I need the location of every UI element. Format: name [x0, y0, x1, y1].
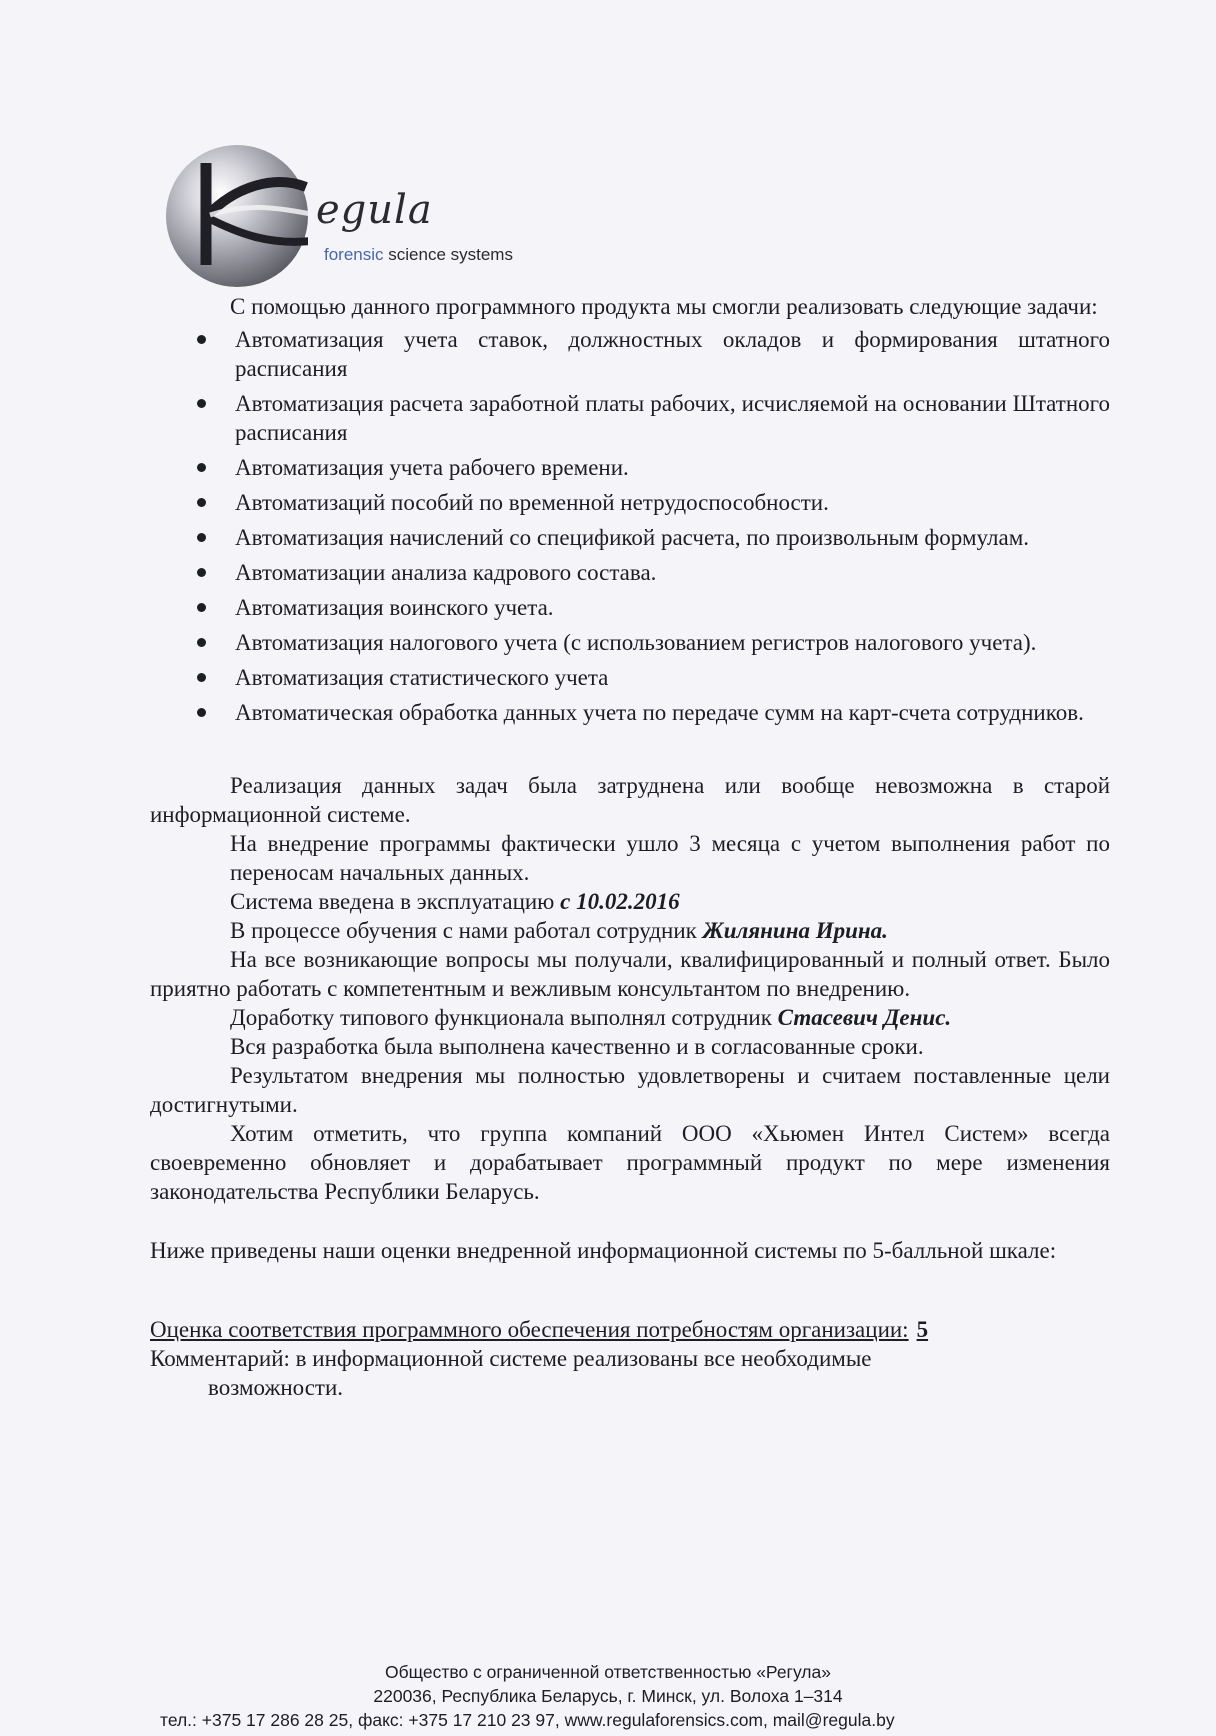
- list-item: Автоматизация начислений со спецификой расчета, по произвольным формулам.: [150, 523, 1110, 552]
- paragraph-launch-date: Система введена в эксплуатацию с 10.02.2016: [230, 889, 680, 914]
- bullet-icon: [197, 335, 206, 344]
- letter-body: [150, 292, 1110, 1402]
- logo-sphere-icon: [166, 145, 308, 287]
- paragraph-result: Результатом внедрения мы полностью удовлетворены и считаем поставленные цели достигнутыми.: [150, 1063, 1110, 1117]
- footer-address: 220036, Республика Беларусь, г. Минск, ул. Волоха 1–314: [373, 1686, 843, 1706]
- rating-comment: Комментарий: в информационной системе реализованы все необходимые: [150, 1346, 872, 1371]
- bullet-icon: [197, 498, 206, 507]
- list-item: Автоматизации анализа кадрового состава.: [150, 558, 1110, 587]
- logo-tagline: [324, 245, 513, 265]
- list-item: Автоматизация статистического учета: [150, 663, 1110, 692]
- paragraph-trainer: В процессе обучения с нами работал сотрудник Жилянина Ирина.: [230, 918, 888, 943]
- bullet-icon: [197, 463, 206, 472]
- bullet-icon: [197, 603, 206, 612]
- list-item: Автоматизация воинского учета.: [150, 593, 1110, 622]
- paragraph-developer: Доработку типового функционала выполнял сотрудник Стасевич Денис.: [230, 1005, 952, 1030]
- bullet-icon: [197, 708, 206, 717]
- bullet-icon: [197, 568, 206, 577]
- list-item: Автоматизация налогового учета (с использованием регистров налогового учета).: [150, 628, 1110, 657]
- rating-comment-continued: возможности.: [208, 1375, 344, 1400]
- bullet-icon: [197, 533, 206, 542]
- launch-date: с 10.02.2016: [560, 889, 680, 914]
- footer-company-name: Общество с ограниченной ответственностью «Регула»: [385, 1662, 831, 1682]
- list-item: Автоматизаций пособий по временной нетрудоспособности.: [150, 488, 1110, 517]
- rating-label: Оценка соответствия программного обеспечения потребностям организации:: [150, 1317, 909, 1342]
- footer-contacts: тел.: +375 17 286 28 25, факс: +375 17 210 23 97, www.regulaforensics.com, mail@regula.by: [160, 1710, 895, 1730]
- company-logo: [166, 145, 586, 295]
- logo-tagline-forensic: forensic: [324, 245, 384, 264]
- bullet-icon: [197, 399, 206, 408]
- paragraph-updates: Хотим отметить, что группа компаний ООО «Хьюмен Интел Систем» всегда своевременно обновляет и дорабатывает программный продукт по мере изменения законодательства Республики Беларусь.: [150, 1121, 1110, 1204]
- rating-row: [150, 1315, 1110, 1344]
- paragraph-quality: Вся разработка была выполнена качественно и в согласованные сроки.: [230, 1034, 924, 1059]
- paragraph-support: На все возникающие вопросы мы получали, квалифицированный и полный ответ. Было приятно работать с компетентным и вежливым консультантом по внедрению.: [150, 947, 1110, 1001]
- task-list: [150, 325, 1110, 727]
- list-item: Автоматизация учета ставок, должностных окладов и формирования штатного расписания: [150, 325, 1110, 383]
- bullet-icon: [197, 673, 206, 682]
- list-item: Автоматическая обработка данных учета по передаче сумм на карт-счета сотрудников.: [150, 698, 1110, 727]
- logo-tagline-rest: science systems: [388, 245, 513, 264]
- intro-paragraph: С помощью данного программного продукта мы смогли реализовать следующие задачи:: [230, 294, 1098, 319]
- paragraph-old-system: Реализация данных задач была затруднена или вообще невозможна в старой информационной системе.: [150, 773, 1110, 827]
- developer-name: Стасевич Денис.: [777, 1005, 952, 1030]
- letterhead-footer: [0, 1660, 1216, 1730]
- logo-wordmark: egula: [316, 187, 433, 233]
- list-item: Автоматизация учета рабочего времени.: [150, 453, 1110, 482]
- bullet-icon: [197, 638, 206, 647]
- trainer-name: Жилянина Ирина.: [702, 918, 888, 943]
- paragraph-duration: На внедрение программы фактически ушло 3 месяца с учетом выполнения работ по переносам начальных данных.: [230, 831, 1110, 885]
- paragraph-scale-intro: Ниже приведены наши оценки внедренной информационной системы по 5-балльной шкале:: [150, 1238, 1057, 1263]
- list-item: Автоматизация расчета заработной платы рабочих, исчисляемой на основании Штатного расписания: [150, 389, 1110, 447]
- rating-value: 5: [916, 1317, 929, 1342]
